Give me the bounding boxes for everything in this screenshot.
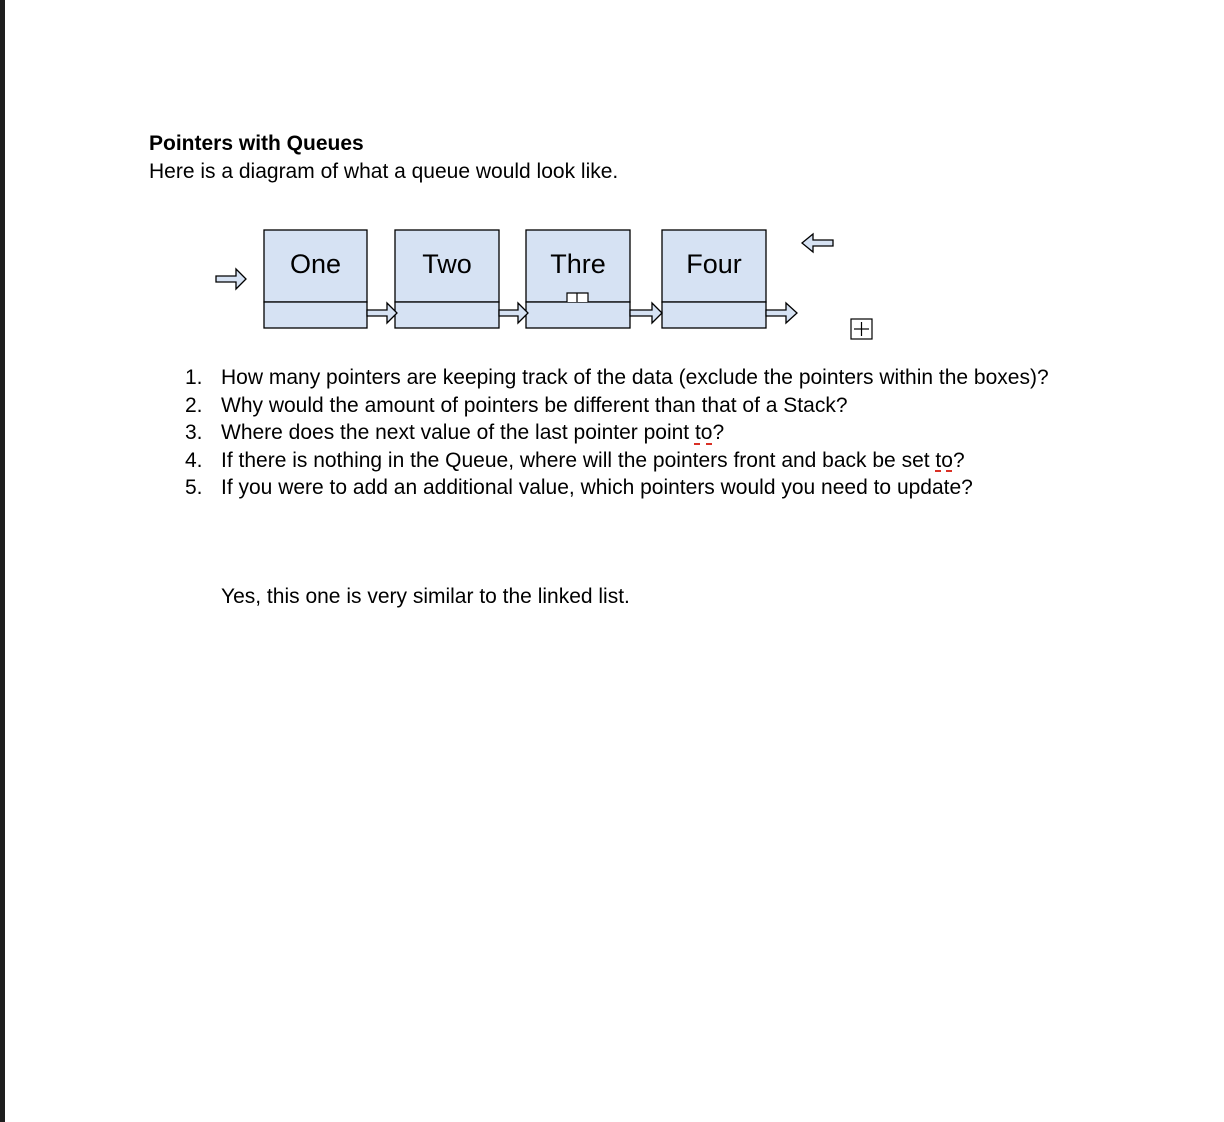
list-number: 1.	[185, 366, 203, 389]
list-number: 3.	[185, 421, 203, 444]
list-item	[0, 364, 1100, 392]
list-number: 4.	[185, 448, 203, 472]
queue-node	[662, 230, 766, 328]
next-pointer-arrow	[766, 303, 797, 323]
list-item	[0, 447, 1100, 475]
document-heading: Pointers with Queues	[149, 132, 364, 155]
question-list	[0, 364, 1100, 502]
list-item	[0, 474, 1100, 502]
next-pointer-arrow	[367, 303, 397, 323]
next-pointer-arrow	[630, 303, 662, 323]
node-label: One	[289, 249, 342, 279]
list-number: 2.	[185, 393, 203, 417]
front-pointer-arrow	[216, 269, 246, 289]
expand-box-icon[interactable]	[851, 319, 872, 339]
list-item	[0, 392, 1100, 420]
question-text-end: ?	[712, 421, 725, 444]
next-pointer-arrow	[499, 303, 528, 323]
question-text: If you were to add an additional value, which pointers would you need to update?	[221, 476, 973, 499]
node-label: Thre	[550, 249, 606, 279]
node-label: Two	[422, 249, 472, 279]
node-label: Four	[686, 249, 742, 279]
question-text-end: ?	[952, 448, 965, 472]
list-item	[0, 419, 1100, 447]
list-number: 5.	[185, 476, 203, 499]
text-box-handle-icon	[567, 293, 588, 302]
question-text: Where does the next value of the last pointer point	[221, 421, 695, 444]
queue-node	[395, 230, 499, 328]
closing-note: Yes, this one is very similar to the linked list.	[221, 585, 630, 608]
spellcheck-flagged-word[interactable]: to	[935, 448, 953, 472]
queue-diagram	[0, 0, 1224, 360]
question-text: If there is nothing in the Queue, where will the pointers front and back be set	[221, 448, 936, 472]
question-text: How many pointers are keeping track of the data (exclude the pointers within the boxes)?	[221, 366, 1049, 389]
spellcheck-flagged-word[interactable]: to	[694, 421, 713, 444]
queue-node	[264, 230, 367, 328]
question-text: Why would the amount of pointers be different than that of a Stack?	[221, 393, 848, 417]
document-intro: Here is a diagram of what a queue would look like.	[149, 160, 619, 183]
back-pointer-arrow	[802, 234, 833, 252]
queue-node	[526, 230, 630, 328]
